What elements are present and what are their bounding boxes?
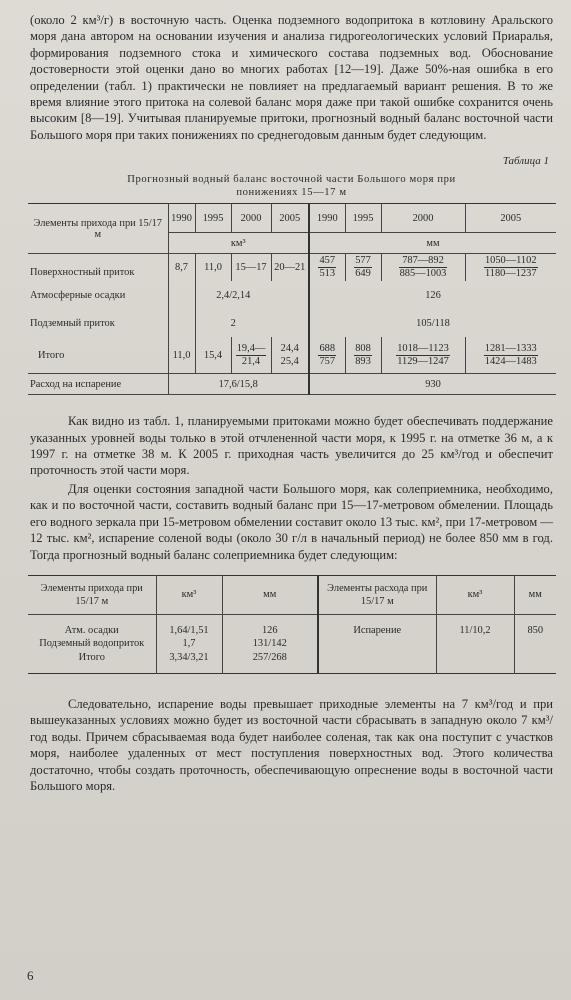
paragraph-1: (около 2 км³/г) в восточную часть. Оценка подземного водопритока в котловину Аральского моря дана автором на основании изучения и анализа гидрогеологических условий Приаралья, формирования подземного стока и химического состава подземных вод. Обоснование достоверности этой оценки дано во многих работах [12—19]. Даже 50%-ная ошибка в его определении (табл. 1) практически не повлияет на предлагаемый вариант решения. В то же время влияние этого притока на солевой баланс моря даже при такой ошибке сохранится очень высоким [8—19]. Учитывая планируемые притоки, прогнозный водный баланс восточной части Большого моря при таких понижениях по среднегодовым данным будет следующим. <box>30 13 553 142</box>
table-1-unit-km: км³ <box>168 233 309 254</box>
fraction-denominator: 513 <box>319 268 336 280</box>
table-1-row-label: Расход на испарение <box>28 374 168 395</box>
table-1-unit-mm: мм <box>309 233 556 254</box>
fraction-numerator: 808 <box>355 342 371 354</box>
fraction-denominator: 21,4 <box>241 355 261 367</box>
table-1-cell: 17,6/15,8 <box>168 374 309 395</box>
table-1-title <box>30 173 553 199</box>
table-1-cell: 8,7 <box>168 254 195 282</box>
paragraph-4: Следовательно, испарение воды превышает приходные элементы на 7 км³/год и при вышеуказанных условиях можно будет из восточной части сбрасывать в западную около 7 км³/год воды. Причем сбрасываемая вода будет наиболее соленая, так как она поступит с участков моря, наиболее удаленных от мест поступления поверхностных вод. Этого количества достаточно, чтобы создать проточность, обеспечивающую опреснение воды в восточной части Большого моря. <box>30 696 553 793</box>
paragraph-3: Для оценки состояния западной части Большого моря, как солеприемника, необходимо, как и по восточной части, составить водный баланс при 15—17-метровом обмелении. Площадь его водного зеркала при 15-метровом обмелении составит около 13 тыс. км², при 17-метровом — 12 тыс. км², испарение соленой воды (около 30 г/л в начальный период) не более 850 мм в год. Тогда прогнозный водный баланс солеприемника будет следующим: <box>30 481 553 562</box>
table-2-header-km: км³ <box>156 575 222 614</box>
table-1-cell: 105/118 <box>416 317 450 329</box>
fraction-denominator: 649 <box>355 268 371 280</box>
table-1-cell <box>381 254 465 282</box>
fraction-numerator: 688 <box>319 342 336 354</box>
table-1-year: 2005 <box>271 204 309 233</box>
table-1-cell: 15,4 <box>195 337 231 374</box>
table-2-row-label: Атм. осадки <box>28 614 156 637</box>
table-1-title-line-1: Прогнозный водный баланс восточной части Большого моря при <box>127 174 456 186</box>
table-1-row-label: Поверхностный приток <box>28 254 168 282</box>
table-1-header-elements: Элементы прихода при 15/17 м <box>28 204 168 254</box>
table-2-cell: 1,64/1,51 <box>156 614 222 637</box>
fraction-numerator: 1281—1333 <box>484 342 537 354</box>
table-1-cell <box>465 337 556 374</box>
table-2-header-mm2: мм <box>528 589 542 601</box>
table-2-cell: 850 <box>527 624 544 636</box>
table-2-row-label: Итого <box>28 651 156 674</box>
table-1-row-label: Атмосферные осадки <box>28 281 168 309</box>
table-2-row-label: Подземный водоприток <box>28 637 156 651</box>
table-1-cell <box>345 254 381 282</box>
fraction-numerator: 577 <box>355 255 371 267</box>
fraction-denominator: 1180—1237 <box>484 268 537 280</box>
table-2-cell: 11/10,2 <box>436 614 514 637</box>
table-2-cell: 3,34/3,21 <box>156 651 222 674</box>
table-1-cell <box>345 337 381 374</box>
fraction-numerator: 457 <box>319 255 336 267</box>
fraction-top: 24,4 <box>280 343 299 355</box>
table-1-cell: 2 <box>230 317 236 329</box>
table-1-row-label: Итого <box>28 337 168 374</box>
fraction-numerator: 1018—1123 <box>397 342 449 354</box>
table-2-cell: Испарение <box>318 614 436 637</box>
table-1-year: 1995 <box>195 204 231 233</box>
table-2-cell: 257/268 <box>222 651 318 674</box>
table-1-cell <box>381 337 465 374</box>
table-1-cell: 126 <box>425 289 441 301</box>
fraction-denominator: 885—1003 <box>399 268 447 280</box>
fraction-numerator: 19,4— <box>236 342 266 354</box>
table-1-year: 2005 <box>465 204 556 233</box>
table-1-year: 1990 <box>168 204 195 233</box>
table-2-header-expense: Элементы расхода при 15/17 м <box>318 575 436 614</box>
table-2-header-km2: км³ <box>436 575 514 614</box>
table-1-cell: 11,0 <box>168 337 195 374</box>
paragraph-2: Как видно из табл. 1, планируемыми притоками можно будет обеспечивать поддержание указанных уровней воды только в этой отчлененной части моря, к 1995 г. на отметке 36 м, а к 1997 г. на отметке 38 м. К 2005 г. приходная часть увеличится до 25 км³/год и обеспечит проточность этой части моря. <box>30 414 553 478</box>
table-1-cell <box>309 337 345 374</box>
fraction-denominator: 1129—1247 <box>397 355 449 367</box>
fraction-numerator: 1050—1102 <box>484 255 537 267</box>
table-1-row-label: Подземный приток <box>28 309 168 337</box>
table-2-cell: 126 <box>222 614 318 637</box>
fraction-numerator: 787—892 <box>399 255 448 268</box>
table-1-cell: 20—21 <box>271 254 309 282</box>
table-1-cell <box>231 337 271 374</box>
table-1-title-line-2: понижениях 15—17 м <box>236 187 347 199</box>
table-1-label: Таблица 1 <box>502 155 549 168</box>
table-1-year: 1995 <box>345 204 381 233</box>
table-1-cell: 930 <box>309 374 556 395</box>
table-1 <box>28 203 556 395</box>
fraction-denominator: 1424—1483 <box>484 355 537 367</box>
fraction-denominator: 893 <box>355 355 371 367</box>
table-2-cell: 1,7 <box>156 637 222 651</box>
page-number: 6 <box>27 968 34 983</box>
table-1-year: 2000 <box>381 204 465 233</box>
table-1-year: 1990 <box>309 204 345 233</box>
table-1-cell: 2,4/2,14 <box>216 289 251 301</box>
fraction-denominator: 757 <box>319 355 336 367</box>
table-2-header-mm: мм <box>222 575 318 614</box>
table-1-cell <box>271 337 309 374</box>
table-1-year: 2000 <box>231 204 271 233</box>
table-1-cell: 11,0 <box>195 254 231 282</box>
table-2-cell: 131/142 <box>222 637 318 651</box>
table-1-cell <box>465 254 556 282</box>
table-1-cell <box>309 254 345 282</box>
fraction-bottom: 25,4 <box>280 356 299 368</box>
table-2-header-income: Элементы прихода при 15/17 м <box>28 575 156 614</box>
table-2 <box>28 575 556 674</box>
table-1-cell: 15—17 <box>231 254 271 282</box>
